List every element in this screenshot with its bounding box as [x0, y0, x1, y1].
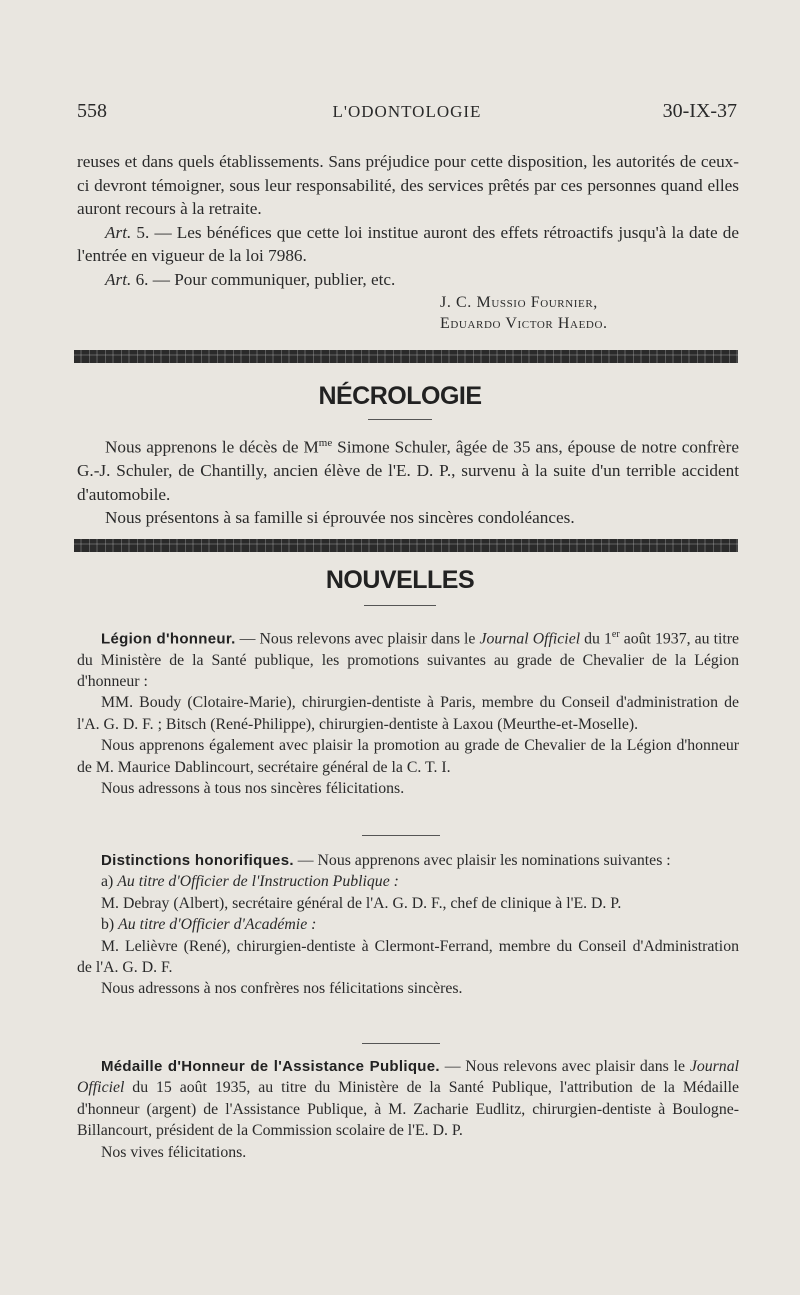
legion-paragraph-4: Nous adressons à tous nos sincères félicitations. [101, 780, 405, 798]
nouvelles-title: NOUVELLES [325, 566, 475, 594]
medaille-section [77, 1056, 739, 1163]
separator-1 [362, 835, 440, 836]
signature-line-1: J. C. Mussio Fournier, [440, 294, 598, 311]
legion-heading: Légion d'honneur. [101, 630, 236, 648]
medaille-paragraph-1: Médaille d'Honneur de l'Assistance Publique. — Nous relevons avec plaisir dans le Journal Officiel du 15 août 1935, au titre du Ministère de la Santé Publique, l'attribution de la Médaille d'honneur (argent) de l'Assistance Publique, à M. Zacharie Eudlitz, chirurgien-dentiste à Boulogne-Billancourt, président de la Commission scolaire de l'E. D. P. [77, 1058, 739, 1140]
medaille-closing: Nos vives félicitations. [101, 1143, 247, 1161]
journal-title: L'ODONTOLOGIE [332, 102, 482, 121]
page-number: 558 [77, 100, 107, 122]
ornamental-band-1 [74, 350, 738, 363]
necrologie-title: NÉCROLOGIE [318, 382, 482, 410]
title-underline-1 [368, 419, 432, 420]
necrologie-paragraph-1: Nous apprenons le décès de $M^{me}$ Simone Schuler, âgée de 35 ans, épouse de notre confrère G.-J. Schuler, de Chantilly, ancien élève de l'E. D. P., survenu à la suite d'un terrible accident d'automobile. [77, 437, 739, 504]
distinction-a-title: a) Au titre d'Officier de l'Instruction Publique : [101, 873, 399, 891]
distinction-b-text: M. Lelièvre (René), chirurgien-dentiste à Clermont-Ferrand, membre du Conseil d'Administration de l'A. G. D. F. [77, 937, 739, 977]
legion-paragraph-1: Légion d'honneur. — Nous relevons avec plaisir dans le Journal Officiel du 1er août 1937, au titre du Ministère de la Santé publique, les promotions suivantes au grade de Chevalier de la Légion d'honneur : [77, 629, 740, 691]
ornamental-band-2 [74, 539, 738, 552]
legion-section [77, 624, 739, 800]
distinction-a-text: M. Debray (Albert), secrétaire général de l'A. G. D. F., chef de clinique à l'E. D. P. [101, 894, 622, 912]
title-underline-2 [364, 605, 436, 606]
distinctions-section [77, 850, 739, 1000]
necrologie-paragraph-2: Nous présentons à sa famille si éprouvée nos sincères condoléances. [105, 508, 575, 528]
medaille-heading: Médaille d'Honneur de l'Assistance Publique. [101, 1058, 440, 1075]
article-6: Art. 6. — Pour communiquer, publier, etc. [105, 269, 396, 289]
legion-paragraph-2: MM. Boudy (Clotaire-Marie), chirurgien-dentiste à Paris, membre du Conseil d'administration de l'A. G. D. F. ; Bitsch (René-Philippe), chirurgien-dentiste à Laxou (Meurthe-et-Moselle). [77, 694, 739, 733]
issue-date: 30-IX-37 [662, 100, 737, 122]
signatures [440, 292, 740, 334]
continuation-paragraph: reuses et dans quels établissements. Sans préjudice pour cette disposition, les autorités de ceux-ci devront témoigner, sous leur responsabilité, des services prêtés par ces personnes quand elles auront recours à la retraite. [77, 152, 739, 218]
separator-2 [362, 1043, 440, 1044]
distinctions-heading: Distinctions honorifiques. [101, 852, 294, 869]
necrologie-text [77, 432, 739, 530]
top-text-block [77, 150, 739, 291]
legion-paragraph-3: Nous apprenons également avec plaisir la promotion au grade de Chevalier de la Légion d'honneur de M. Maurice Dablincourt, secrétaire général de la C. T. I. [77, 737, 739, 776]
distinction-b-title: b) Au titre d'Officier d'Académie : [101, 916, 317, 934]
distinctions-paragraph-1: Distinctions honorifiques. — Nous apprenons avec plaisir les nominations suivantes : [101, 852, 671, 869]
article-5: Art. 5. — Les bénéfices que cette loi institue auront des effets rétroactifs jusqu'à la date de l'entrée en vigueur de la loi 7986. [77, 222, 739, 265]
signature-line-2: Eduardo Victor Haedo. [440, 315, 608, 332]
distinctions-closing: Nous adressons à nos confrères nos félicitations sincères. [101, 980, 463, 998]
running-header [77, 100, 737, 130]
